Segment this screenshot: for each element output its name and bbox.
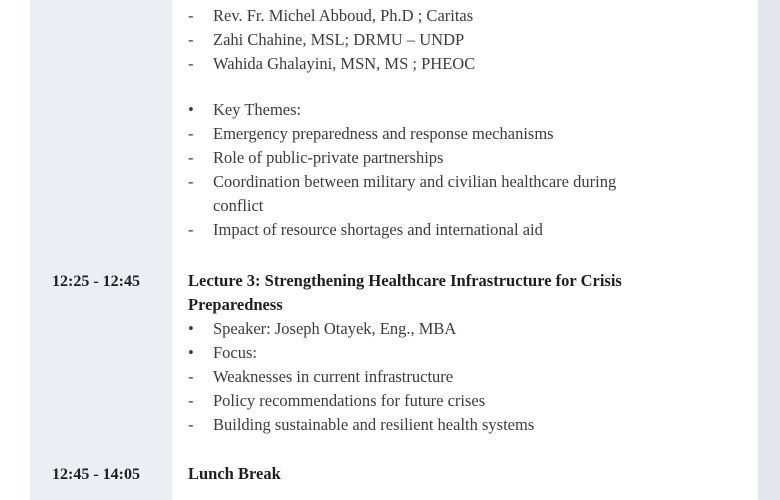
session-time: 12:45 - 14:05 [52, 466, 140, 483]
dash-marker: - [188, 148, 194, 167]
session-title: Lecture 3: Strengthening Healthcare Infrastructure for Crisis [188, 271, 622, 290]
bullet-marker: • [188, 343, 194, 362]
speaker-text: Rev. Fr. Michel Abboud, Ph.D ; Caritas [213, 6, 474, 25]
theme-text: conflict [213, 196, 264, 215]
dash-marker: - [188, 367, 194, 386]
bullet-marker: • [188, 319, 194, 338]
speaker-text: Zahi Chahine, MSL; DRMU – UNDP [213, 30, 465, 49]
dash-marker: - [188, 124, 194, 143]
page-margin-right [758, 0, 780, 500]
dash-marker: - [188, 172, 194, 191]
dash-marker: - [188, 30, 194, 49]
key-themes-text: Key Themes: [213, 100, 302, 119]
dash-marker: - [188, 54, 194, 73]
speaker-text: Speaker: Joseph Otayek, Eng., MBA [213, 319, 457, 338]
bullet-marker: • [188, 100, 194, 119]
theme-text: Role of public-private partnerships [213, 148, 444, 167]
theme-text: Impact of resource shortages and international aid [213, 220, 543, 239]
session-title-continuation: Preparedness [188, 295, 283, 314]
dash-marker: - [188, 415, 194, 434]
dash-marker: - [188, 220, 194, 239]
speaker-text: Wahida Ghalayini, MSN, MS ; PHEOC [213, 54, 476, 73]
session-title: Lunch Break [188, 464, 281, 483]
dash-marker: - [188, 6, 194, 25]
session-time: 12:25 - 12:45 [52, 273, 140, 290]
dash-marker: - [188, 391, 194, 410]
focus-text: Focus: [213, 343, 258, 362]
theme-text: Emergency preparedness and response mechanisms [213, 124, 554, 143]
focus-item-text: Building sustainable and resilient health systems [213, 415, 535, 434]
focus-item-text: Policy recommendations for future crises [213, 391, 486, 410]
theme-text: Coordination between military and civilian healthcare during [213, 172, 617, 191]
focus-item-text: Weaknesses in current infrastructure [213, 367, 454, 386]
